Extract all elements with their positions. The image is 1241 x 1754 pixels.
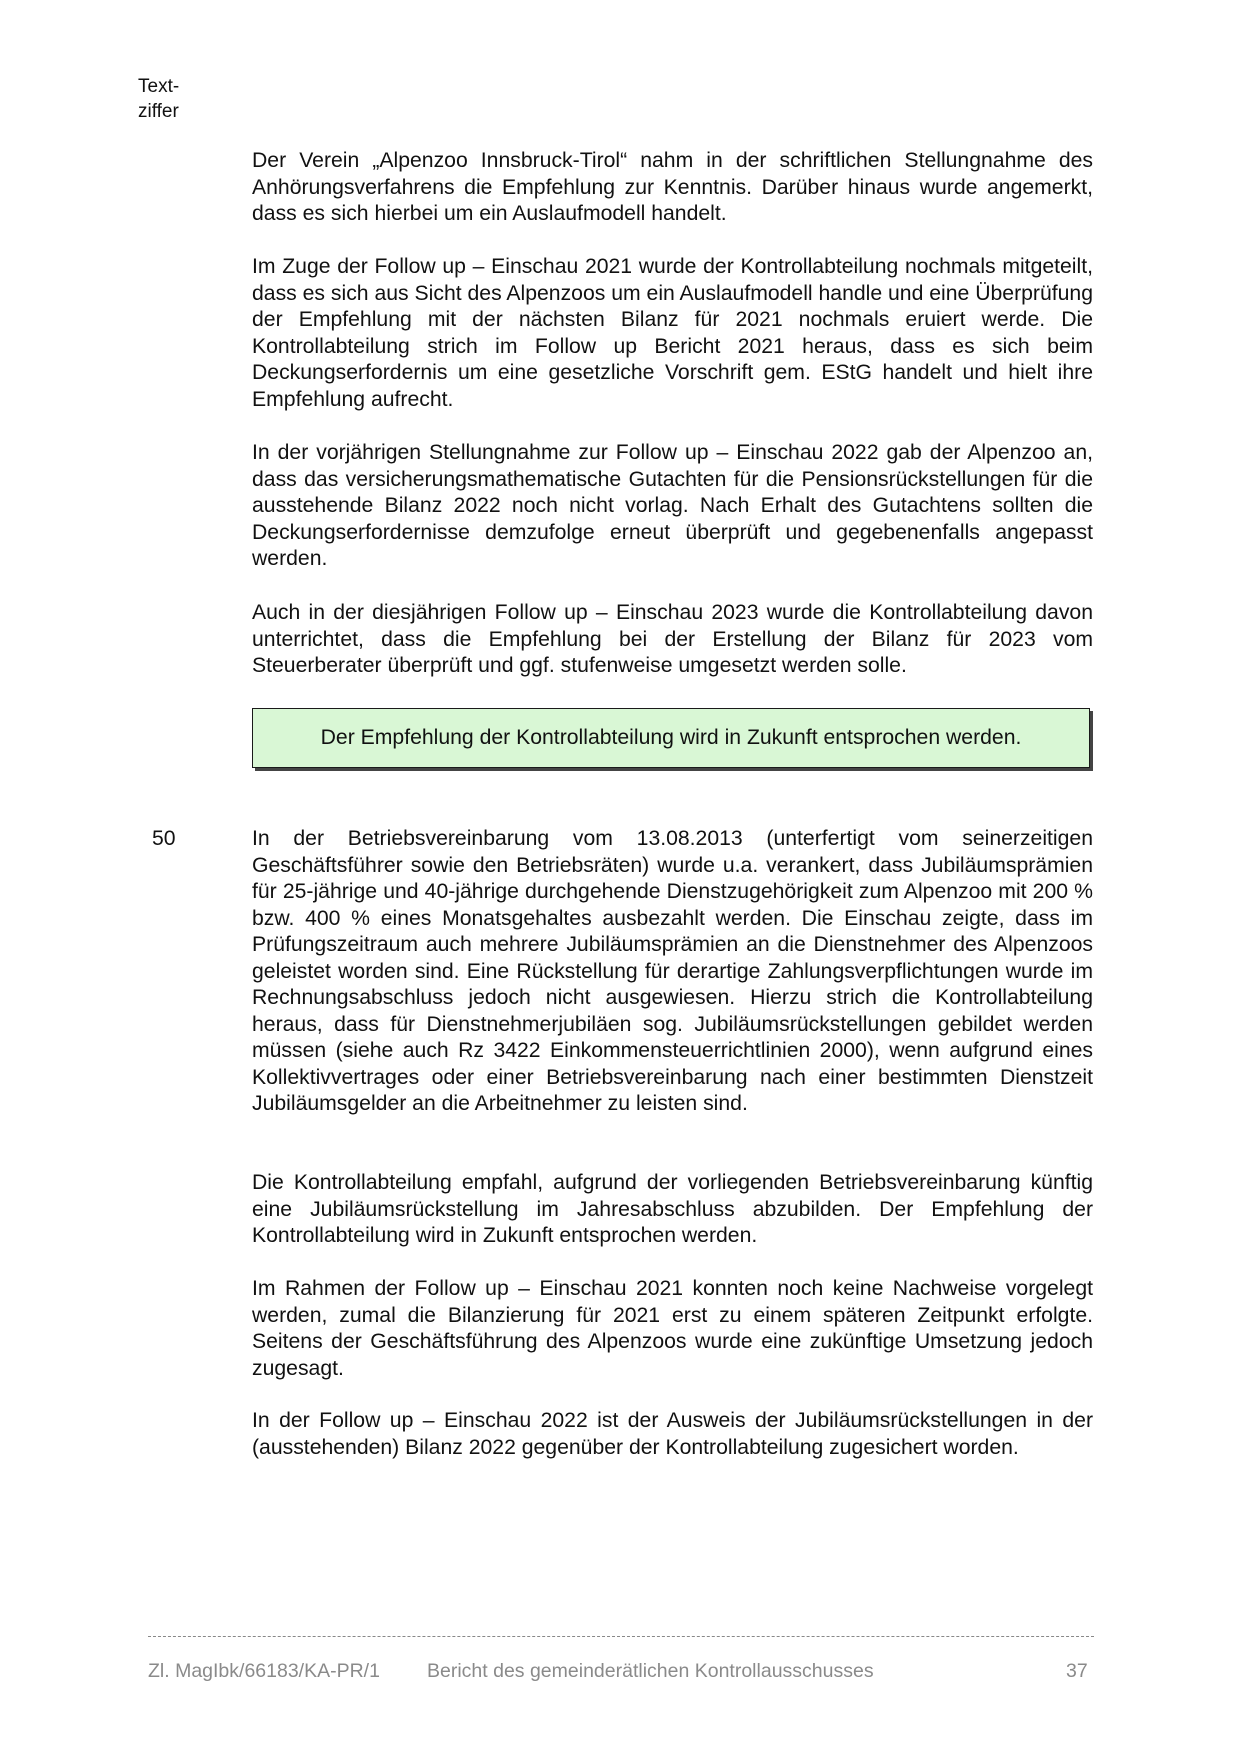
paragraph-betriebsvereinbarung: In der Betriebsvereinbarung vom 13.08.2013 (unterfertigt vom seinerzeitigen Geschäftsführer sowie den Betriebsräten) wurde u.a. verankert, dass Jubiläumsprämien für 25-jährige und 40-jährige durchgehende Dienstzugehörigkeit zum Alpenzoo mit 200 % bzw. 400 % eines Monatsgehaltes ausbezahlt werden. Die Einschau zeigte, dass im Prüfungszeitraum auch mehrere Jubiläumsprämien an die Dienstnehmer des Alpenzoos geleistet worden sind. Eine Rückstellung für derartige Zahlungsverpflichtungen wurde im Rechnungsabschluss jedoch nicht ausgewiesen. Hierzu strich die Kontrollabteilung heraus, dass für Dienstnehmerjubiläen sog. Jubiläumsrückstellungen gebildet werden müssen (siehe auch Rz 3422 Einkommensteuerrichtlinien 2000), wenn aufgrund eines Kollektivvertrages oder einer Betriebsvereinbarung nach einer bestimmten Dienstzeit Jubiläumsgelder an die Arbeitnehmer zu leisten sind. bbox=[252, 827, 1093, 1115]
margin-heading-line-2: ziffer bbox=[138, 101, 179, 122]
textziffer-number: 50 bbox=[152, 827, 176, 850]
paragraph-verein-stellungnahme: Der Verein „Alpenzoo Innsbruck-Tirol“ nahm in der schriftlichen Stellungnahme des Anhörungsverfahrens die Empfehlung zur Kenntnis. Darüber hinaus wurde angemerkt, dass es sich hierbei um ein Auslaufmodell handelt. bbox=[252, 149, 1093, 225]
footer-title: Bericht des gemeinderätlichen Kontrollausschusses bbox=[427, 1660, 874, 1682]
paragraph-follow-up-2022: In der vorjährigen Stellungnahme zur Follow up – Einschau 2022 gab der Alpenzoo an, dass das versicherungsmathematische Gutachten für die Pensionsrückstellungen für die ausstehende Bilanz 2022 noch nicht vorlag. Nach Erhalt des Gutachtens sollten die Deckungserfordernisse demzufolge erneut überprüft und gegebenenfalls angepasst werden. bbox=[252, 441, 1093, 570]
paragraph-follow-up-2021: Im Zuge der Follow up – Einschau 2021 wurde der Kontrollabteilung nochmals mitgeteilt, dass es sich aus Sicht des Alpenzoos um ein Auslaufmodell handle und eine Überprüfung der Empfehlung mit der nächsten Bilanz für 2021 nochmals eruiert werde. Die Kontrollabteilung strich im Follow up Bericht 2021 heraus, dass es sich beim Deckungserfordernis um eine gesetzliche Vorschrift gem. EStG handelt und hielt ihre Empfehlung aufrecht. bbox=[252, 255, 1093, 411]
recommendation-callout-box bbox=[252, 708, 1090, 768]
recommendation-callout-text: Der Empfehlung der Kontrollabteilung wird in Zukunft entsprochen werden. bbox=[320, 726, 1022, 749]
footer-reference: Zl. MagIbk/66183/KA-PR/1 bbox=[148, 1660, 380, 1682]
margin-heading-line-1: Text- bbox=[138, 76, 180, 97]
paragraph-follow-up-2023: Auch in der diesjährigen Follow up – Einschau 2023 wurde die Kontrollabteilung davon unterrichtet, dass die Empfehlung bei der Erstellung der Bilanz für 2023 vom Steuerberater überprüft und ggf. stufenweise umgesetzt werden solle. bbox=[252, 601, 1093, 677]
footer-divider bbox=[148, 1636, 1094, 1637]
paragraph-empfehlung-jubilaeum: Die Kontrollabteilung empfahl, aufgrund der vorliegenden Betriebsvereinbarung künftig eine Jubiläumsrückstellung im Jahresabschluss abzubilden. Der Empfehlung der Kontrollabteilung wird in Zukunft entsprochen werden. bbox=[252, 1171, 1093, 1247]
paragraph-follow-up-2021-jubilaeum: Im Rahmen der Follow up – Einschau 2021 konnten noch keine Nachweise vorgelegt werden, zumal die Bilanzierung für 2021 erst zu einem späteren Zeitpunkt erfolgte. Seitens der Geschäftsführung des Alpenzoos wurde eine zukünftige Umsetzung jedoch zugesagt. bbox=[252, 1277, 1093, 1380]
margin-heading bbox=[138, 74, 179, 124]
footer-page-number: 37 bbox=[1066, 1660, 1088, 1682]
paragraph-follow-up-2022-jubilaeum: In der Follow up – Einschau 2022 ist der Ausweis der Jubiläumsrückstellungen in der (ausstehenden) Bilanz 2022 gegenüber der Kontrollabteilung zugesichert worden. bbox=[252, 1409, 1093, 1459]
